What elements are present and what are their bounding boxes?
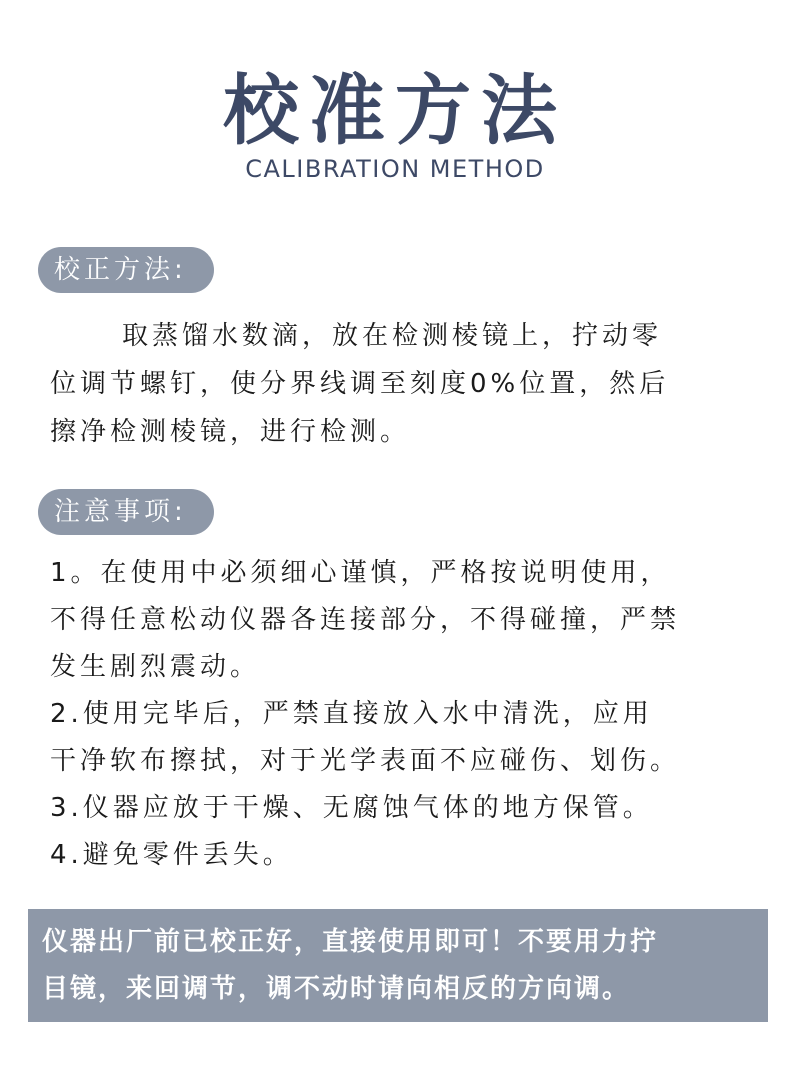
section-label-notes: 注意事项: (38, 489, 214, 535)
paragraph-line: 位调节螺钉，使分界线调至刻度0%位置，然后 (50, 369, 670, 399)
section-label-calibration: 校正方法: (38, 247, 214, 293)
paragraph-line: 擦净检测棱镜，进行检测。 (50, 417, 411, 447)
paragraph-line: 2.使用完毕后，严禁直接放入水中清洗，应用 (50, 699, 653, 729)
page-subtitle: CALIBRATION METHOD (245, 155, 545, 183)
paragraph-line: 发生剧烈震动。 (50, 652, 261, 682)
paragraph-line: 4.避免零件丢失。 (50, 840, 293, 870)
page-title: 校准方法 (223, 66, 567, 155)
paragraph-line: 1。在使用中必须细心谨慎，严格按说明使用， (50, 558, 671, 588)
footer-notice (28, 909, 768, 1022)
paragraph-line: 3.仪器应放于干燥、无腐蚀气体的地方保管。 (50, 793, 653, 823)
calibration-paragraph (50, 312, 770, 456)
paragraph-line: 不得任意松动仪器各连接部分，不得碰撞，严禁 (50, 605, 681, 635)
paragraph-line: 取蒸馏水数滴，放在检测棱镜上，拧动零 (122, 321, 663, 351)
paragraph-line: 干净软布擦拭，对于光学表面不应碰伤、划伤。 (50, 746, 681, 776)
notes-paragraph (50, 550, 770, 879)
footer-line: 仪器出厂前已校正好，直接使用即可！不要用力拧 (42, 927, 659, 957)
footer-line: 目镜，来回调节，调不动时请向相反的方向调。 (42, 974, 631, 1004)
